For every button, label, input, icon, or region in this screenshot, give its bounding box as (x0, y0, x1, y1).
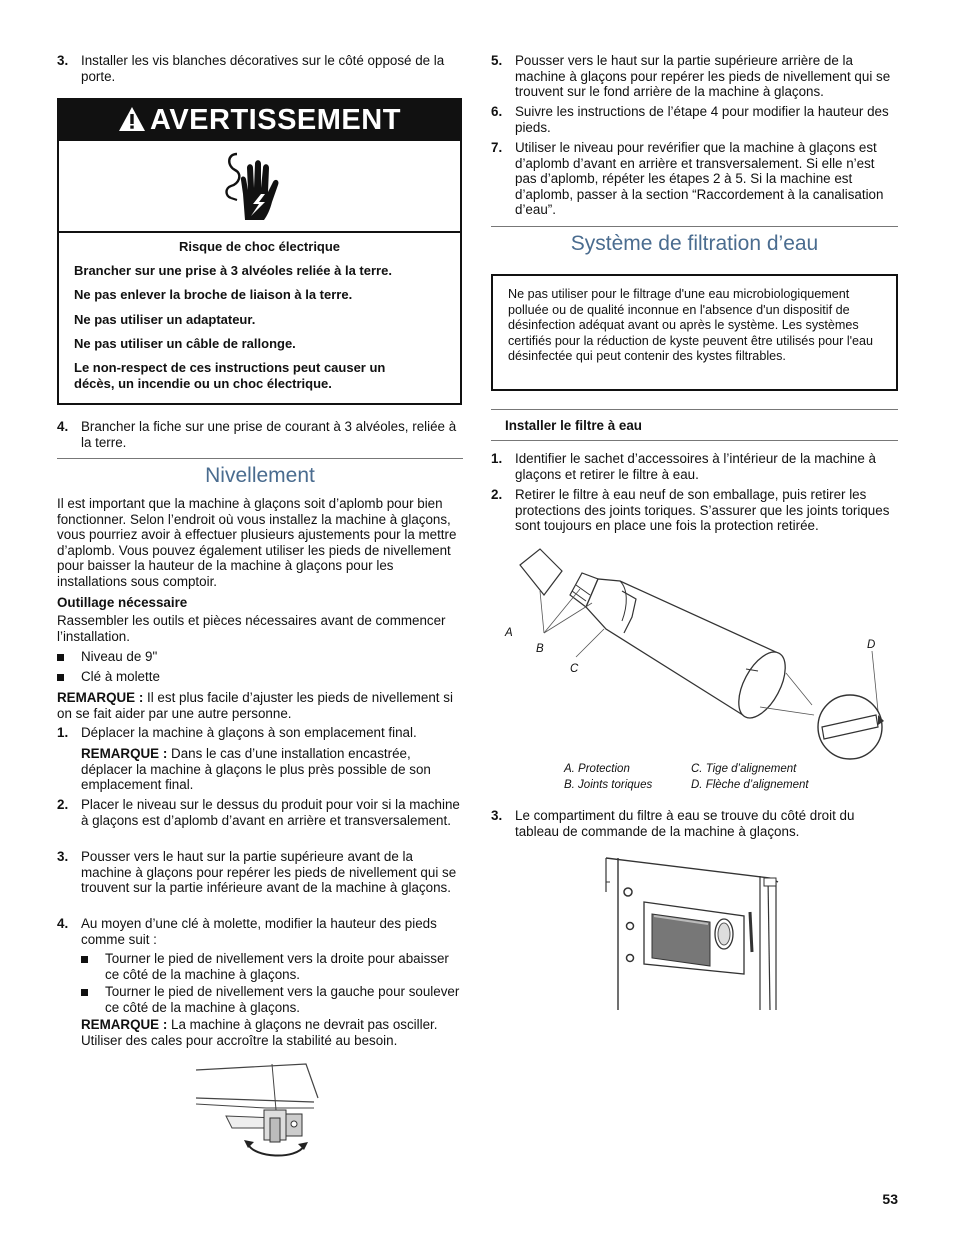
filter-step-3: 3. Le compartiment du filtre à eau se trouve du côté droit du tableau de commande de la machine à glaçons. (491, 808, 855, 839)
bullet-square-icon (81, 989, 88, 996)
filtration-notice-text: Ne pas utiliser pour le filtrage d'une eau microbiologiquement polluée ou de qualité inconnue en l'absence d'un dispositif de désinfection adéquat avant ou après le système. Les systèmes certifiés pour la réduction de kyste peuvent être utilisés pour l'eau désinfectée qui peut contenir des kystes filtrables. (508, 287, 874, 364)
warning-triangle-icon (118, 106, 146, 132)
bullet-square-icon (81, 956, 88, 963)
section-title-nivellement: Nivellement (205, 464, 315, 487)
warning-line: Ne pas enlever la broche de liaison à la terre. (74, 287, 353, 302)
leveling-step-1-remark: REMARQUE : Dans le cas d’une installation encastrée, déplacer la machine à glaçons le plus près possible de son emplacement final. (81, 746, 431, 793)
figure-label-b: B (536, 643, 544, 655)
filtration-notice-box (491, 274, 898, 391)
warning-line: Ne pas utiliser un câble de rallonge. (74, 336, 296, 351)
step-6-adjust-height: 6. Suivre les instructions de l’étape 4 pour modifier la hauteur des pieds. (491, 104, 889, 135)
figure-caption-d: D. Flèche d’alignement (691, 779, 809, 791)
figure-caption-c: C. Tige d’alignement (691, 763, 797, 775)
figure-label-a: A (505, 627, 513, 639)
electric-shock-hand-icon (217, 150, 287, 224)
filter-step-1: 1. Identifier le sachet d’accessoires à l’intérieur de la machine à glaçons et retirer le filtre à eau. (491, 451, 876, 482)
step-7-recheck-level: 7. Utiliser le niveau pour revérifier que la machine à glaçons est d’aplomb d’avant en arrière et transversalement. Si elle n’est pas d’aplomb, répéter les étapes 2 à 5. Si la machine est d’aplomb, passer à la section “Raccordement à la canalisation d’eau”. (491, 140, 884, 218)
leveling-step-1: 1. Déplacer la machine à glaçons à son emplacement final. (57, 725, 417, 740)
page-number: 53 (882, 1191, 898, 1207)
figure-caption-b: B. Joints toriques (564, 779, 653, 791)
warning-line-heading: Risque de choc électrique (178, 239, 341, 254)
figure-caption-a: A. Protection (564, 763, 630, 775)
leveling-step-3: 3. Pousser vers le haut sur la partie supérieure avant de la machine à glaçons pour repérer les pieds de nivellement qui se trouvent sur la partie inférieure avant de la machine à glaçons. (57, 849, 457, 896)
step-5-rear-feet: 5. Pousser vers le haut sur la partie supérieure arrière de la machine à glaçons pour repérer les pieds de nivellement qui se trouvent sur le fond arrière de la machine à glaçons. (491, 53, 891, 100)
filter-step-2: 2. Retirer le filtre à eau neuf de son emballage, puis retirer les protections des joints toriques. S’assurer que les joints toriques sont toujours en place une fois la protection retirée. (491, 487, 890, 534)
remark-helper: REMARQUE : Il est plus facile d’ajuster les pieds de nivellement si on se fait aider par une autre personne. (57, 690, 453, 721)
water-filter-illustration (500, 545, 900, 760)
warning-title: AVERTISSEMENT (150, 104, 401, 136)
tools-heading: Outillage nécessaire (57, 595, 188, 610)
section-title-filtration: Système de filtration d’eau (570, 232, 819, 255)
step-4-plug: 4. Brancher la fiche sur une prise de courant à 3 alvéoles, reliée à la terre. (57, 419, 457, 450)
tool-list-item: Niveau de 9" (57, 649, 463, 665)
tool-list-item: Clé à molette (57, 669, 463, 685)
subsection-divider (491, 440, 898, 441)
tools-text: Rassembler les outils et pièces nécessaires avant de commencer l’installation. (57, 613, 446, 644)
bullet-square-icon (57, 674, 64, 681)
step-3-decorative-screws: 3. Installer les vis blanches décoratives sur le côté opposé de la porte. (57, 53, 445, 84)
section-divider (57, 458, 463, 459)
warning-line: Brancher sur une prise à 3 alvéoles reliée à la terre. (74, 263, 392, 278)
warning-header (59, 100, 460, 141)
leveling-substep: Tourner le pied de nivellement vers la gauche pour soulever ce côté de la machine à glaçons. (81, 984, 463, 1015)
warning-icon-area (59, 141, 460, 233)
leveling-step-2: 2. Placer le niveau sur le dessus du produit pour voir si la machine à glaçons est d’aplomb d’avant en arrière et transversalement. (57, 797, 460, 828)
figure-label-d: D (867, 639, 876, 651)
leveling-step-4: 4. Au moyen d’une clé à molette, modifier la hauteur des pieds comme suit : (57, 916, 437, 947)
warning-line: Le non-respect de ces instructions peut causer un décès, un incendie ou un choc électrique. (74, 360, 386, 391)
filter-compartment-illustration (600, 852, 800, 1012)
subsection-divider (491, 409, 898, 410)
leveling-step-4-remark: REMARQUE : La machine à glaçons ne devrait pas osciller. Utiliser des cales pour accroître la stabilité au besoin. (81, 1017, 438, 1048)
subsection-title-install-filter: Installer le filtre à eau (505, 418, 642, 433)
leveling-substep: Tourner le pied de nivellement vers la droite pour abaisser ce côté de la machine à glaçons. (81, 951, 463, 982)
bullet-square-icon (57, 654, 64, 661)
leveling-foot-illustration (196, 1058, 336, 1168)
warning-box (57, 98, 462, 405)
nivellement-intro: Il est important que la machine à glaçons soit d’aplomb pour bien fonctionner. Selon l’endroit où vous installez la machine à glaçons, vous pourriez avoir à effectuer plusieurs ajustements pour la mettre d’aplomb. Vous pouvez également utiliser les pieds de nivellement pour baisser la hauteur de la machine à glaçons pour les installations sous comptoir. (57, 496, 457, 589)
warning-line: Ne pas utiliser un adaptateur. (74, 312, 256, 327)
figure-label-c: C (570, 663, 579, 675)
section-divider (491, 226, 898, 227)
